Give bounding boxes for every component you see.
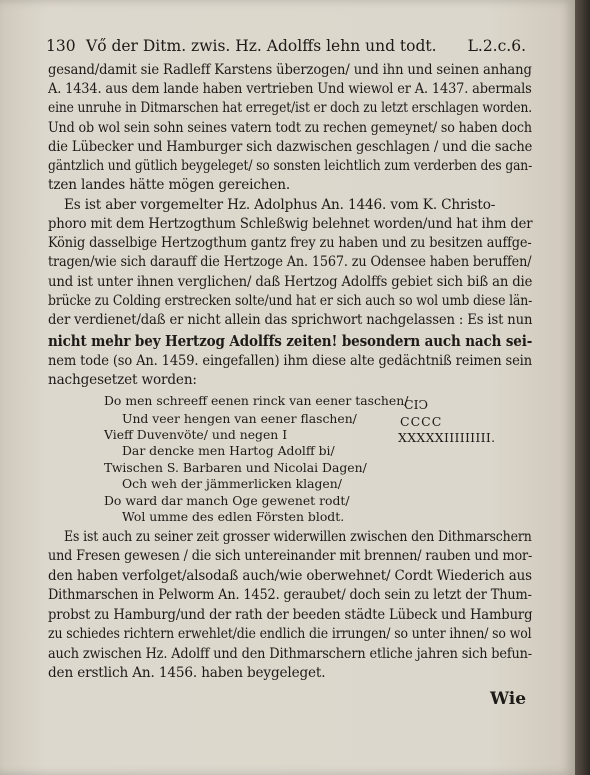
text-line: König dasselbige Hertzogthum gantz frey zu haben und zu besitzen auffge-: [48, 235, 532, 251]
text-line: brücke zu Colding erstrecken solte/und hat er sich auch so wol umb diese län-: [48, 293, 533, 309]
text-line: nicht mehr bey Hertzog Adolffs zeiten! besondern auch nach sei-: [48, 332, 533, 350]
verse-line: Twischen S. Barbaren und Nicolai Dagen/: [104, 460, 367, 475]
page-number: 130: [46, 37, 76, 55]
verse-line: Vieff Duvenvöte/ und negen I: [104, 427, 288, 442]
verse-numeral: CCCC: [400, 414, 443, 429]
verse-line: Och weh der jämmerlicken klagen/: [122, 476, 342, 491]
page-header: [46, 37, 526, 59]
text-line: gäntzlich und gütlich beygeleget/ so sonsten leichtlich zum verderben des gan-: [48, 158, 533, 174]
text-line: Es ist auch zu seiner zeit grosser widerwillen zwischen den Dithmarschern: [64, 529, 532, 545]
text-line: und ist unter ihnen verglichen/ daß Hertzog Adolffs gebiet sich biß an die: [48, 274, 533, 290]
text-line: probst zu Hamburg/und der rath der beeden städte Lübeck und Hamburg: [48, 607, 533, 623]
text-line: gesand/damit sie Radleff Karstens überzogen/ und ihn und seinen anhang: [48, 62, 532, 78]
text-line: Und ob wol sein sohn seines vatern todt zu rechen gemeynet/ so haben doch: [48, 120, 532, 136]
text-line: tzen landes hätte mögen gereichen.: [48, 177, 291, 193]
text-line: nachgesetzet worden:: [48, 372, 197, 388]
verse-line: Wol umme des edlen Försten blodt.: [122, 509, 345, 524]
verse-numeral: CIↃ: [404, 397, 429, 412]
running-title: Vő der Ditm. zwis. Hz. Adolffs lehn und todt.: [86, 37, 437, 55]
text-line: nem tode (so An. 1459. eingefallen) ihm diese alte gedächtniß reimen sein: [48, 353, 532, 369]
text-line: tragen/wie sich darauff die Hertzoge An. 1567. zu Odensee haben beruffen/: [48, 254, 532, 270]
verse-numeral: XXXXXIIIIIIIII.: [398, 430, 496, 445]
verse-line: Do ward dar manch Oge gewenet rodt/: [104, 493, 350, 508]
verse-line: Dar dencke men Hartog Adolff bi/: [122, 443, 335, 458]
catchword: Wie: [490, 689, 527, 709]
text-line: die Lübecker und Hamburger sich dazwischen geschlagen / und die sache: [48, 139, 533, 155]
text-line: den erstlich An. 1456. haben beygeleget.: [48, 665, 326, 681]
text-line: der verdienet/daß er nicht allein das sprichwort nachgelassen : Es ist nun: [48, 312, 533, 328]
text-line: auch zwischen Hz. Adolff und den Dithmarschern etliche jahren sich befun-: [48, 646, 533, 662]
text-line: den haben verfolget/alsodaß auch/wie oberwehnet/ Cordt Wiederich aus: [48, 568, 532, 584]
book-page-edge: [575, 0, 590, 775]
text-line: A. 1434. aus dem lande haben vertrieben Und wiewol er A. 1437. abermals: [48, 81, 532, 97]
section-reference: L.2.c.6.: [467, 37, 526, 55]
text-line: Es ist aber vorgemelter Hz. Adolphus An. 1446. vom K. Christo-: [64, 197, 496, 213]
verse-line: Do men schreeff eenen rinck van eener taschen/: [104, 393, 409, 408]
text-line: phoro mit dem Hertzogthum Schleßwig belehnet worden/und hat ihm der: [48, 216, 533, 232]
verse-line: Und veer hengen van eener flaschen/: [122, 411, 357, 426]
text-line: Dithmarschen in Pelworm An. 1452. geraubet/ doch sein zu letzt der Thum-: [48, 587, 532, 603]
text-line: eine unruhe in Ditmarschen hat erreget/ist er doch zu letzt erschlagen worden.: [48, 100, 533, 116]
text-line: zu schiedes richtern erwehlet/die endlich die irrungen/ so unter ihnen/ so wol: [48, 626, 532, 642]
text-line: und Fresen gewesen / die sich untereinander mit brennen/ rauben und mor-: [48, 548, 533, 564]
